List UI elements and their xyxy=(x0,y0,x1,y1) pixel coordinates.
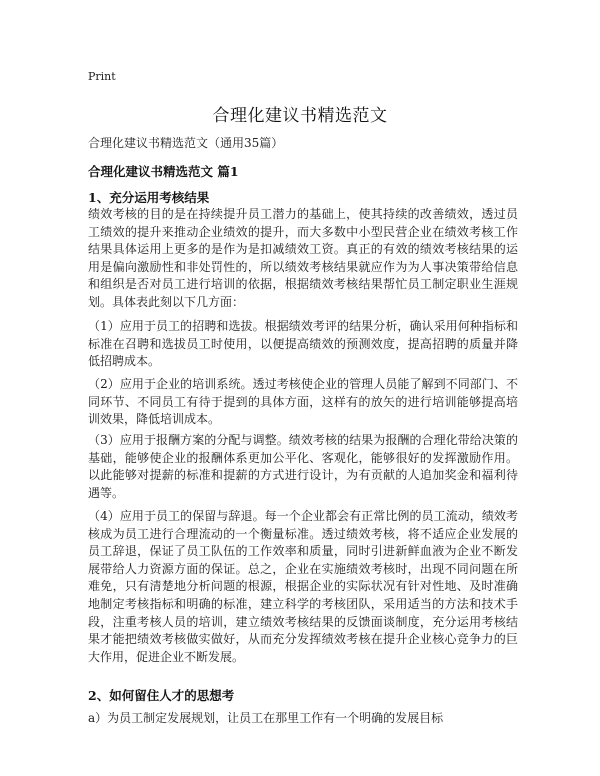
last-line: a）为员工制定发展规划，让员工在那里工作有一个明确的发展目标 xyxy=(88,711,444,725)
subtitle: 合理化建议书精选范文（通用35篇） xyxy=(88,136,284,150)
point-paragraph: （3）应用于报酬方案的分配与调整。绩效考核的结果为报酬的合理化带给决策的基础，能够使企业的报酬体系更加公平化、客观化，能够很好的发挥激励作用。以此能够对提薪的标准和提薪的方式进行设计，为有贡献的人追加奖金和福利待遇等。 xyxy=(88,433,518,500)
print-label: Print xyxy=(88,70,116,83)
point-paragraph: （1）应用于员工的招聘和选拔。根据绩效考评的结果分析，确认采用何种指标和标准在召聘和选拔员工时使用，以便提高绩效的预测效度，提高招聘的质量并降低招聘成本。 xyxy=(88,319,518,369)
section-heading: 合理化建议书精选范文 篇1 xyxy=(88,164,239,179)
point-paragraph: （4）应用于员工的保留与辞退。每一个企业都会有正常比例的员工流动，绩效考核成为员工进行合理流动的一个衡量标准。透过绩效考核，将不适应企业发展的员工辞退，保证了员工队伍的工作效率和质量，同时引进新鲜血液为企业不断发展带给人力资源方面的保证。总之，企业在实施绩效考核时，出现不同问题在所难免，只有清楚地分析问题的根源，根据企业的实际状况有针对性地、及时准确地制定考核指标和明确的标准，建立科学的考核团队，采用适当的方法和技术手段，注重考核人员的培训，建立绩效考核结果的反馈面谈制度，充分运用考核结果才能把绩效考核做实做好，从而充分发挥绩效考核在提升企业核心竞争力的巨大作用，促进企业不断发展。 xyxy=(88,509,518,664)
intro-paragraph: 绩效考核的目的是在持续提升员工潜力的基础上，使其持续的改善绩效，透过员工绩效的提升来推动企业绩效的提升，而大多数中小型民营企业在绩效考核工作结果具体运用上更多的是作为是扣减绩效工资。真正的有效的绩效考核结果的运用是偏向激励性和非处罚性的，所以绩效考核结果就应作为为人事决策带给信息和组织是否对员工进行培训的依据，根据绩效考核结果帮忙员工制定职业生涯规划。具体表此刻以下几方面： xyxy=(88,207,518,309)
page-title: 合理化建议书精选范文 xyxy=(212,106,388,126)
heading-1: 1、充分运用考核结果 xyxy=(88,190,210,205)
heading-2: 2、如何留住人才的思想考 xyxy=(88,688,235,703)
point-paragraph: （2）应用于企业的培训系统。透过考核使企业的管理人员能了解到不同部门、不同环节、不同员工有待于提到的具体方面，这样有的放矢的进行培训能够提高培训效果，降低培训成本。 xyxy=(88,377,518,427)
